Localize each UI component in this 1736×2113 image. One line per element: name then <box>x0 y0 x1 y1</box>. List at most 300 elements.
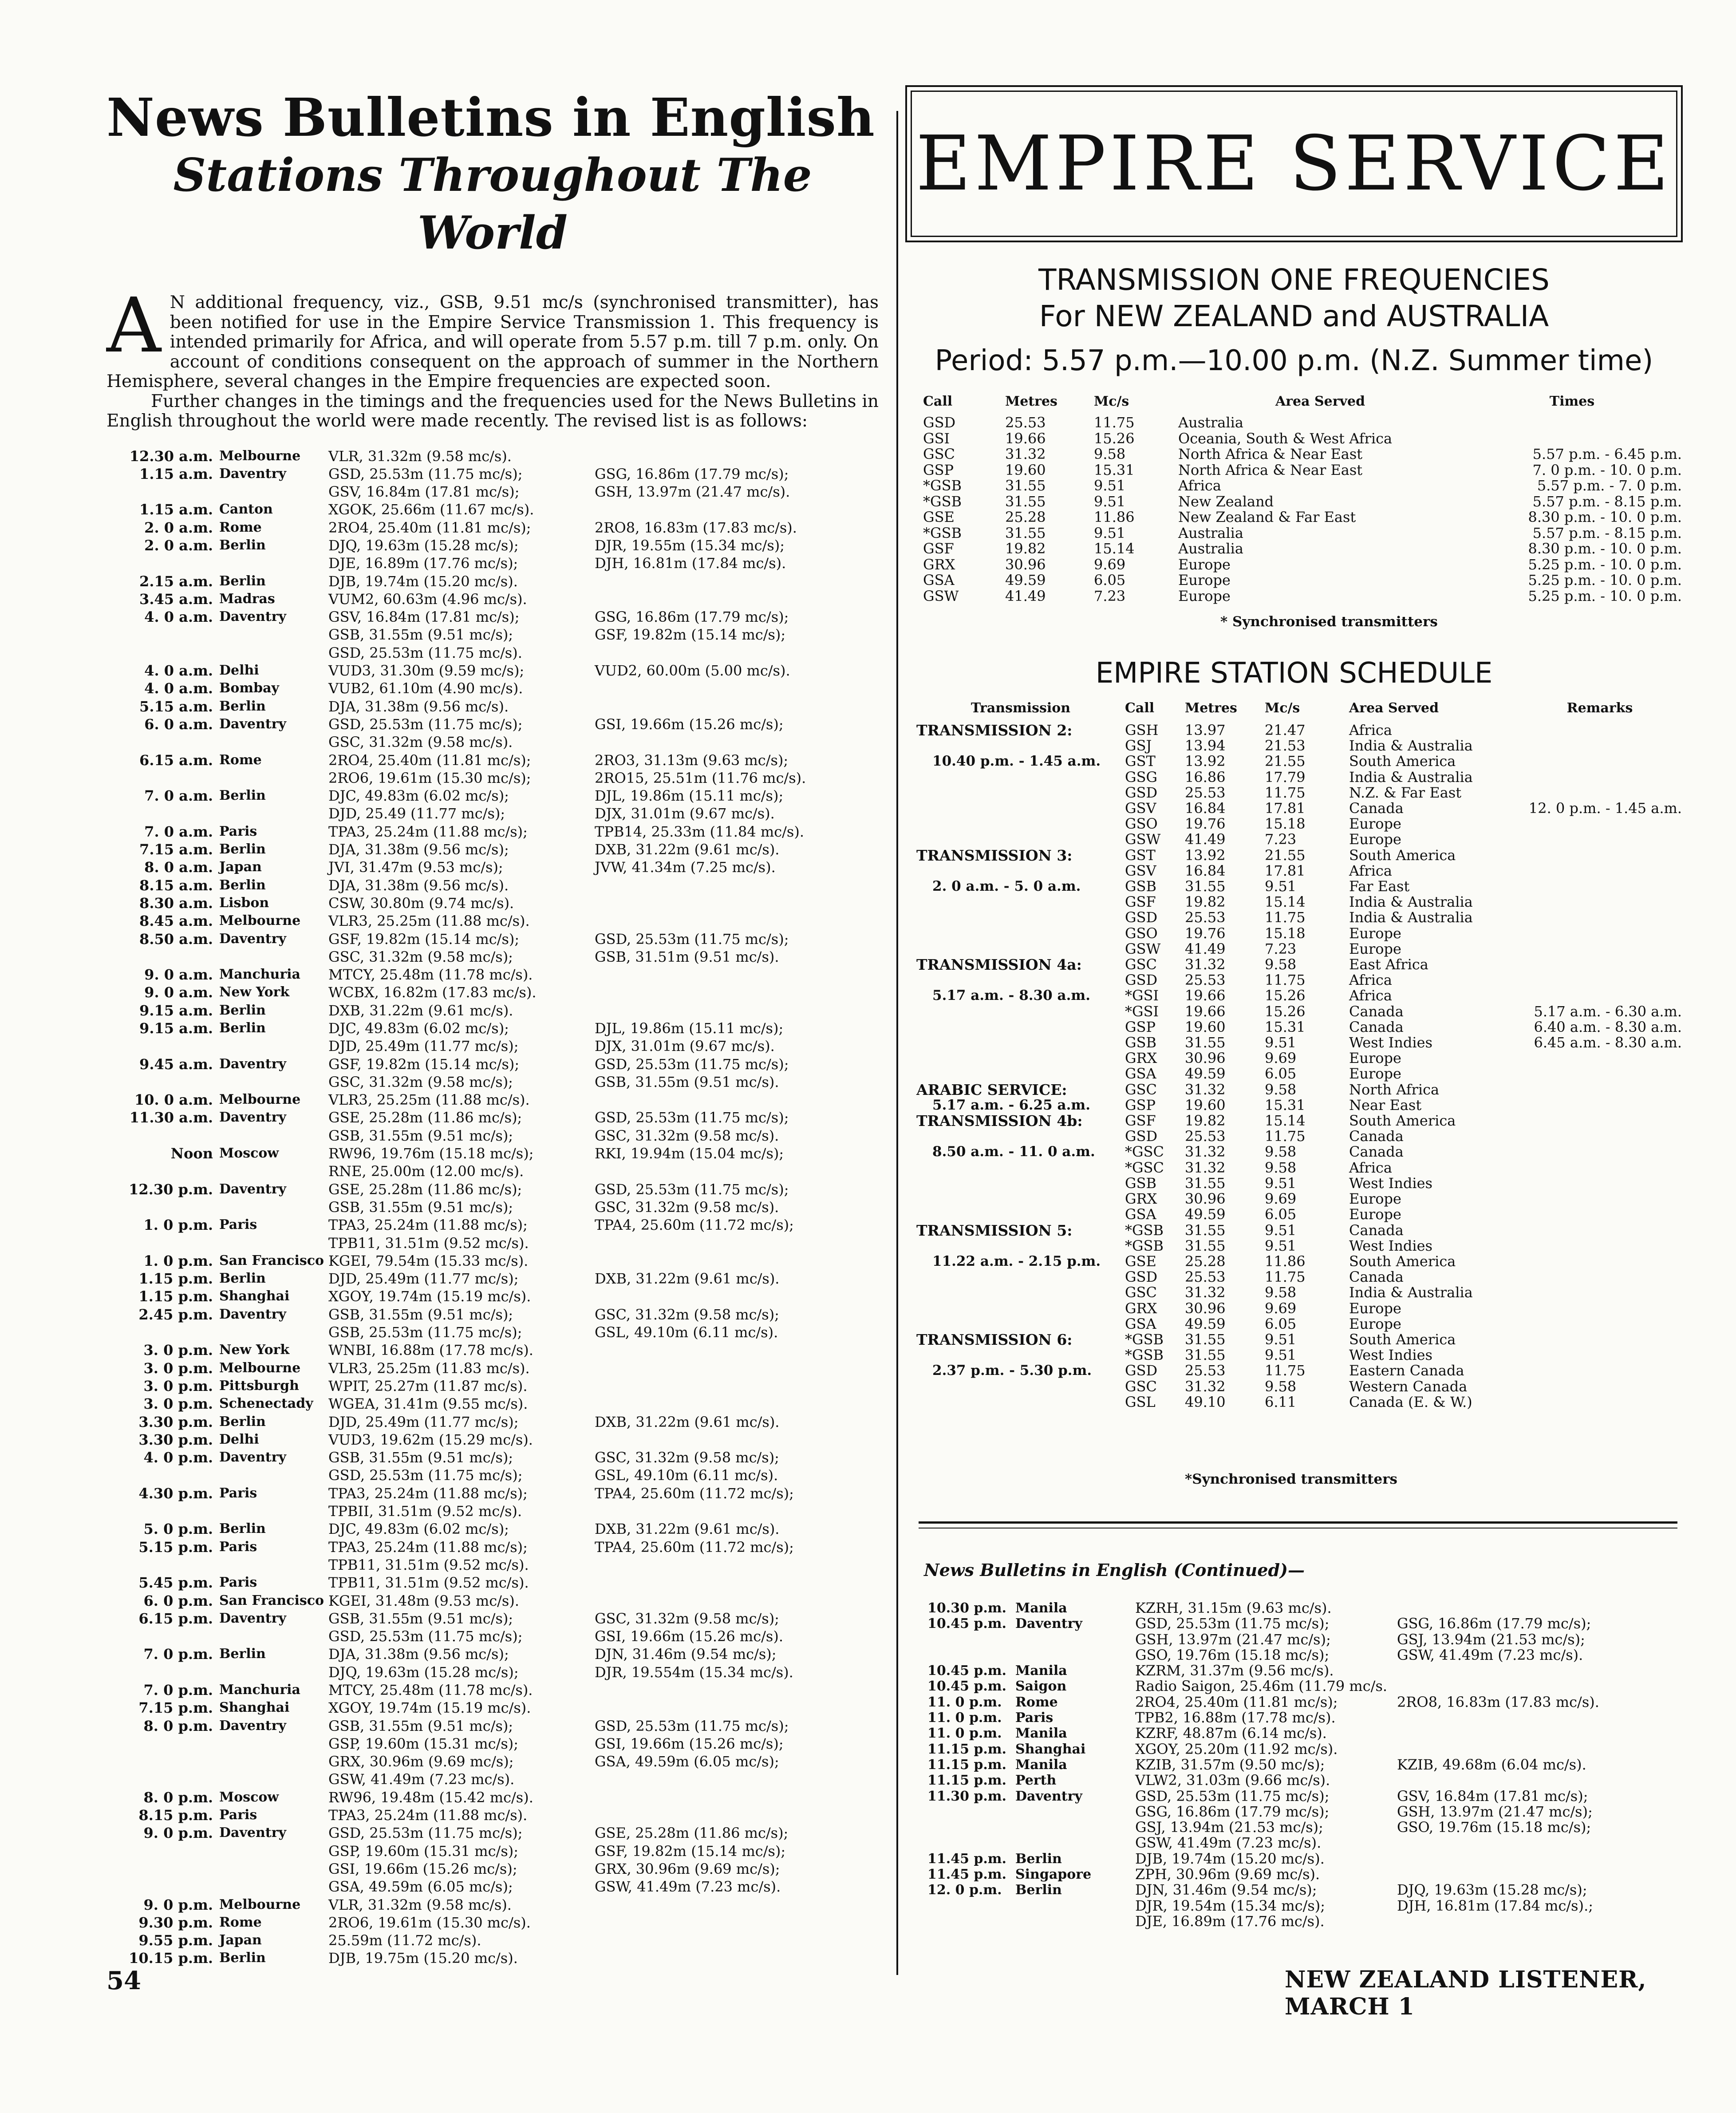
call-sign: GSB <box>1125 1174 1156 1192</box>
bulletin-frequency-1: GSC, 31.32m (9.58 mc/s); <box>328 948 513 965</box>
metres: 25.53 <box>1005 414 1046 431</box>
bulletin-time: 1.15 p.m. <box>138 1270 213 1288</box>
bulletin-frequency-1: DJD, 25.49 (11.77 mc/s); <box>328 805 505 822</box>
metres: 19.66 <box>1005 430 1046 447</box>
metres: 31.32 <box>1185 1081 1226 1098</box>
bulletin-time <box>107 1842 219 1860</box>
section-rule-thick <box>919 1521 1677 1524</box>
table-row <box>916 1238 1682 1254</box>
table-row <box>107 1753 806 1770</box>
bulletin-frequency-2 <box>595 1699 806 1717</box>
table-row <box>923 509 1682 525</box>
bulletin-frequency-2: DJL, 19.86m (15.11 mc/s); <box>595 1020 784 1037</box>
bulletin-city: Berlin <box>219 877 266 893</box>
table-row <box>916 1223 1682 1238</box>
call-sign: *GSI <box>1125 987 1159 1004</box>
bulletin-city: Perth <box>1015 1773 1057 1789</box>
bulletin-frequency-2 <box>595 733 806 751</box>
bulletin-city: Melbourne <box>219 448 301 464</box>
bulletin-frequency-2 <box>1397 1679 1682 1694</box>
bulletin-frequency-1: GSD, 25.53m (11.75 mc/s); <box>1135 1787 1330 1805</box>
bulletin-frequency-1: VLR3, 25.25m (11.88 mc/s). <box>328 1091 530 1109</box>
mcs: 15.26 <box>1265 987 1306 1004</box>
transmission <box>916 1269 1125 1285</box>
bulletin-time: 12.30 p.m. <box>129 1181 213 1198</box>
call-sign: GSC <box>1125 1378 1157 1395</box>
call-sign: GSO <box>1125 815 1158 833</box>
bulletin-time <box>927 1647 1006 1663</box>
bulletin-city: Berlin <box>219 1950 266 1966</box>
mcs: 9.58 <box>1265 956 1297 973</box>
table-row <box>916 738 1682 754</box>
bulletin-city: Paris <box>219 823 257 839</box>
table-row <box>923 557 1682 573</box>
area-served: Canada <box>1349 1221 1404 1239</box>
transmission <box>916 1019 1125 1035</box>
table-row <box>916 863 1682 879</box>
table-row <box>927 1914 1682 1929</box>
bulletin-time: 2. 0 a.m. <box>144 537 213 554</box>
tx1-heading-line2: For NEW ZEALAND and AUSTRALIA <box>1039 299 1549 333</box>
remarks <box>1518 863 1682 879</box>
table-row <box>927 1679 1682 1694</box>
bulletin-time <box>927 1898 1006 1914</box>
bulletin-frequency-1: DJD, 25.49m (11.77 mc/s); <box>328 1270 519 1288</box>
bulletin-frequency-2: DXB, 31.22m (9.61 mc/s). <box>595 841 780 858</box>
bulletin-frequency-2 <box>595 1931 806 1949</box>
table-row <box>107 966 806 983</box>
bulletin-frequency-1: TPBII, 31.51m (9.52 mc/s). <box>328 1503 522 1520</box>
transmission: TRANSMISSION 5: <box>916 1221 1073 1239</box>
bulletin-city: Paris <box>219 1485 257 1501</box>
call-sign: GSI <box>923 430 950 447</box>
remarks <box>1518 1082 1682 1098</box>
area-served: Near East <box>1349 1096 1422 1114</box>
bulletin-frequency-1: RW96, 19.76m (15.18 mc/s); <box>328 1145 534 1162</box>
call-sign: GSE <box>923 509 955 525</box>
table-row <box>916 770 1682 785</box>
transmission <box>916 910 1125 925</box>
mcs: 15.18 <box>1265 815 1306 833</box>
area-served: Canada <box>1349 1003 1404 1020</box>
area-served: South America <box>1349 1331 1456 1348</box>
mcs: 15.14 <box>1265 1112 1306 1130</box>
transmission <box>916 1176 1125 1191</box>
column-divider <box>896 111 898 1975</box>
header-transmission: Transmission <box>971 700 1071 716</box>
bulletin-frequency-2: TPA4, 25.60m (11.72 mc/s); <box>595 1538 794 1556</box>
table-row <box>107 679 806 697</box>
mcs: 9.58 <box>1265 1378 1297 1395</box>
table-row <box>927 1694 1682 1710</box>
area-served: Europe <box>1178 556 1231 573</box>
table-row <box>916 1176 1682 1191</box>
bulletin-frequency-2 <box>1397 1710 1682 1726</box>
bulletin-frequency-1: DJB, 19.74m (15.20 mc/s). <box>328 573 518 590</box>
metres: 31.32 <box>1005 446 1046 462</box>
bulletin-city <box>219 626 324 644</box>
bulletin-frequency-2: GSC, 31.32m (9.58 mc/s); <box>595 1610 779 1627</box>
bulletin-city: Shanghai <box>219 1288 290 1304</box>
bulletin-time: 11.15 p.m. <box>927 1741 1006 1757</box>
table-row <box>916 801 1682 816</box>
bulletin-city: San Francisco <box>219 1252 324 1268</box>
bulletin-city: Lisbon <box>219 895 269 911</box>
table-row <box>107 1717 806 1735</box>
bulletin-frequency-1: GSD, 25.53m (11.75 mc/s); <box>328 1825 523 1842</box>
remarks <box>1518 754 1682 769</box>
table-row <box>916 1051 1682 1066</box>
bulletin-time <box>107 554 219 572</box>
bulletin-frequency-1: Radio Saigon, 25.46m (11.79 mc/s. <box>1135 1678 1388 1695</box>
bulletin-frequency-1: DJD, 25.49m (11.77 mc/s); <box>328 1038 519 1055</box>
table-row <box>916 1113 1682 1129</box>
bulletin-time <box>927 1804 1006 1820</box>
bulletin-frequency-2 <box>595 1252 806 1270</box>
bulletin-frequency-1: KZIB, 31.57m (9.50 mc/s); <box>1135 1756 1325 1773</box>
call-sign: GSD <box>1125 1128 1158 1145</box>
table-row <box>107 1896 806 1914</box>
metres: 25.28 <box>1185 1252 1226 1270</box>
bulletin-frequency-1: 2RO4, 25.40m (11.81 mc/s); <box>328 519 531 536</box>
area-served: South America <box>1349 1252 1456 1270</box>
bulletin-frequency-2: GSG, 16.86m (17.79 mc/s); <box>595 465 789 482</box>
table-row <box>927 1663 1682 1679</box>
bulletin-city: Daventry <box>219 1449 286 1465</box>
metres: 25.53 <box>1185 784 1226 801</box>
bulletin-frequency-1: RNE, 25.00m (12.00 mc/s). <box>328 1163 524 1180</box>
bulletin-frequency-1: XGOY, 19.74m (15.19 mc/s). <box>328 1699 531 1717</box>
call-sign: GSA <box>923 572 955 588</box>
mcs: 15.31 <box>1265 1096 1306 1114</box>
header-remarks: Remarks <box>1566 700 1633 716</box>
bulletin-frequency-2 <box>595 573 806 590</box>
bulletin-frequency-2 <box>595 698 806 715</box>
area-served: Far East <box>1349 878 1410 895</box>
table-row <box>916 1191 1682 1207</box>
mcs: 9.51 <box>1265 1347 1297 1364</box>
bulletin-frequency-1: GSI, 19.66m (15.26 mc/s); <box>328 1860 517 1877</box>
bulletin-frequency-1: CSW, 30.80m (9.74 mc/s). <box>328 894 514 912</box>
bulletin-frequency-2 <box>1397 1742 1682 1757</box>
call-sign: GSD <box>1125 972 1158 989</box>
bulletin-frequency-2: JVW, 41.34m (7.25 mc/s). <box>595 859 776 876</box>
table-row <box>107 805 806 822</box>
table-row <box>927 1867 1682 1882</box>
bulletin-frequency-2: GSD, 25.53m (11.75 mc/s); <box>595 1717 789 1734</box>
table-row <box>107 1073 806 1091</box>
bulletin-time <box>107 733 219 751</box>
bulletin-frequency-2 <box>595 501 806 518</box>
table-row <box>107 1145 806 1162</box>
table-row <box>916 723 1682 738</box>
times: 5.57 p.m. - 8.15 p.m. <box>1532 493 1682 510</box>
bulletin-time: Noon <box>170 1145 213 1162</box>
bulletin-time <box>107 1735 219 1753</box>
table-row <box>107 1198 806 1216</box>
bulletin-city: Moscow <box>219 1789 279 1805</box>
mcs: 11.75 <box>1265 972 1306 989</box>
transmission <box>916 1285 1125 1300</box>
bulletin-frequency-2 <box>1397 1600 1682 1616</box>
area-served: Europe <box>1349 1050 1401 1067</box>
bulletin-frequency-2 <box>1397 1773 1682 1788</box>
tx1-frequency-table <box>923 388 1682 604</box>
bulletin-city <box>1006 1914 1135 1929</box>
transmission <box>916 1207 1125 1222</box>
table-row <box>923 541 1682 557</box>
metres: 31.55 <box>1185 1034 1226 1051</box>
times: 5.57 p.m. - 6.45 p.m. <box>1532 446 1682 462</box>
table-row <box>923 415 1682 431</box>
bulletin-city <box>219 1770 324 1788</box>
area-served: Europe <box>1178 572 1231 588</box>
transmission <box>916 1238 1125 1254</box>
table-row <box>916 1144 1682 1160</box>
bulletin-time: 2.45 p.m. <box>138 1306 213 1323</box>
bulletin-frequency-1: GSH, 13.97m (21.47 mc/s); <box>1135 1631 1331 1648</box>
call-sign: GSV <box>1125 862 1156 879</box>
bulletin-frequency-1: GSO, 19.76m (15.18 mc/s); <box>1135 1646 1330 1663</box>
bulletin-time: 7.15 p.m. <box>138 1699 213 1717</box>
bulletin-frequency-2 <box>595 1574 806 1592</box>
bulletin-time <box>107 644 219 662</box>
mcs: 21.53 <box>1265 737 1306 754</box>
table-row <box>916 1269 1682 1285</box>
table-row <box>923 446 1682 462</box>
schedule-header-row <box>916 700 1682 723</box>
table-row <box>107 1252 806 1270</box>
bulletin-frequency-2: GSI, 19.66m (15.26 mc/s); <box>595 715 784 733</box>
table-row <box>107 447 806 465</box>
metres: 41.49 <box>1005 587 1046 604</box>
bulletin-frequency-2: DJN, 31.46m (9.54 mc/s); <box>595 1646 777 1663</box>
bulletin-frequency-1: VUD3, 31.30m (9.59 mc/s); <box>328 662 525 679</box>
table-row <box>107 787 806 805</box>
area-served: Africa <box>1178 477 1221 494</box>
area-served: Europe <box>1349 1065 1401 1082</box>
bulletin-frequency-2 <box>595 1288 806 1305</box>
transmission <box>916 1129 1125 1144</box>
table-row <box>107 1306 806 1323</box>
bulletin-frequency-1: DJC, 49.83m (6.02 mc/s); <box>328 1020 509 1037</box>
bulletin-time: 7. 0 p.m. <box>143 1646 213 1663</box>
mcs: 11.86 <box>1265 1252 1306 1270</box>
subheadline: Stations Throughout The World <box>173 149 812 260</box>
area-served: Eastern Canada <box>1349 1362 1464 1379</box>
bulletin-city: Berlin <box>219 573 266 589</box>
bulletin-city: Saigon <box>1015 1679 1067 1694</box>
bulletin-city: Shanghai <box>1015 1741 1086 1757</box>
bulletin-time: 8.15 a.m. <box>139 877 213 894</box>
area-served: Europe <box>1349 924 1401 942</box>
bulletin-frequency-1: GRX, 30.96m (9.69 mc/s); <box>328 1753 514 1770</box>
bulletin-city: Berlin <box>219 1002 266 1018</box>
bulletin-city <box>219 1466 324 1484</box>
transmission <box>916 1316 1125 1332</box>
bulletin-frequency-1: GSD, 25.53m (11.75 mc/s); <box>328 1628 523 1645</box>
bulletin-frequency-1: GSB, 25.53m (11.75 mc/s); <box>328 1324 522 1341</box>
table-row <box>107 1485 806 1502</box>
metres: 30.96 <box>1005 556 1046 573</box>
transmission: 8.50 a.m. - 11. 0 a.m. <box>932 1144 1095 1160</box>
table-row <box>923 478 1682 494</box>
bulletin-time: 3. 0 p.m. <box>143 1359 213 1377</box>
bulletin-city: Paris <box>219 1807 257 1823</box>
bulletin-city: Rome <box>219 752 262 768</box>
bulletin-city: Schenectady <box>219 1396 313 1412</box>
bulletin-frequency-2: 2RO3, 31.13m (9.63 mc/s); <box>595 751 789 769</box>
remarks <box>1518 1160 1682 1176</box>
mcs: 9.51 <box>1265 1237 1297 1254</box>
bulletin-city <box>219 733 324 751</box>
call-sign: GSE <box>1125 1252 1156 1270</box>
bulletin-time <box>107 769 219 787</box>
call-sign: GSD <box>923 414 956 431</box>
metres: 31.32 <box>1185 956 1226 973</box>
bulletin-time: 1. 0 p.m. <box>143 1252 213 1269</box>
bulletin-frequency-1: TPA3, 25.24m (11.88 mc/s); <box>328 1216 528 1234</box>
remarks <box>1518 785 1682 801</box>
bulletin-time: 3.30 p.m. <box>138 1413 213 1430</box>
bulletin-frequency-2 <box>1397 1851 1682 1867</box>
transmission: 11.22 a.m. - 2.15 p.m. <box>932 1253 1101 1269</box>
bulletin-time: 8.45 a.m. <box>139 912 213 930</box>
bulletin-frequency-2 <box>595 1502 806 1520</box>
bulletin-city <box>1006 1647 1135 1663</box>
metres: 30.96 <box>1185 1190 1226 1208</box>
page-footer: NEW ZEALAND LISTENER, MARCH 1 <box>1285 1966 1647 2020</box>
table-row <box>107 1449 806 1466</box>
metres: 19.66 <box>1185 987 1226 1004</box>
metres: 19.76 <box>1185 924 1226 942</box>
area-served: West Indies <box>1349 1237 1432 1254</box>
call-sign: GSD <box>1125 1268 1158 1286</box>
bulletin-frequency-1: XGOY, 25.20m (11.92 mc/s). <box>1135 1740 1338 1758</box>
bulletin-city <box>219 1663 324 1681</box>
bulletin-frequency-2: GSW, 41.49m (7.23 mc/s). <box>1397 1646 1583 1663</box>
bulletin-time: 4.30 p.m. <box>138 1485 213 1502</box>
remarks: 12. 0 p.m. - 1.45 a.m. <box>1528 800 1682 817</box>
area-served: West Indies <box>1349 1034 1432 1051</box>
bulletin-city: Paris <box>219 1575 257 1591</box>
bulletin-frequency-2 <box>595 1556 806 1574</box>
bulletin-frequency-1: 2RO6, 19.61m (15.30 mc/s). <box>328 1914 531 1931</box>
table-row <box>107 841 806 858</box>
call-sign: *GSB <box>1125 1331 1164 1348</box>
remarks <box>1518 832 1682 847</box>
area-served: India & Australia <box>1349 909 1473 926</box>
bulletin-time: 11.30 a.m. <box>129 1109 213 1126</box>
bulletin-city: Paris <box>1015 1710 1053 1726</box>
times <box>1462 431 1682 447</box>
table-row <box>916 1129 1682 1144</box>
area-served: Canada <box>1349 1018 1404 1035</box>
table-row <box>916 1035 1682 1051</box>
call-sign: GSC <box>1125 1284 1157 1301</box>
mcs: 15.14 <box>1265 893 1306 911</box>
call-sign: *GSB <box>1125 1221 1164 1239</box>
remarks <box>1518 957 1682 972</box>
remarks: 5.17 a.m. - 6.30 a.m. <box>1534 1003 1682 1020</box>
table-row <box>916 785 1682 801</box>
bulletin-frequency-1: DJA, 31.38m (9.56 mc/s). <box>328 877 509 894</box>
table-row <box>107 537 806 554</box>
table-row <box>923 573 1682 588</box>
bulletin-frequency-1: GSG, 16.86m (17.79 mc/s); <box>1135 1803 1330 1820</box>
continued-schedule-table <box>927 1600 1682 1929</box>
remarks <box>1518 988 1682 1003</box>
bulletin-time: 1.15 a.m. <box>139 465 213 482</box>
transmission: TRANSMISSION 4b: <box>916 1112 1083 1130</box>
table-row <box>927 1616 1682 1631</box>
bulletin-city: Daventry <box>1015 1616 1082 1632</box>
metres: 13.92 <box>1185 846 1226 864</box>
bulletin-frequency-2 <box>595 447 806 465</box>
metres: 13.94 <box>1185 737 1226 754</box>
tx1-heading-line1: TRANSMISSION ONE FREQUENCIES <box>1038 263 1550 297</box>
bulletin-time: 10.15 p.m. <box>129 1950 213 1967</box>
table-row <box>916 1019 1682 1035</box>
table-row <box>916 1066 1682 1082</box>
table-row <box>916 910 1682 925</box>
bulletin-city: Daventry <box>219 931 286 947</box>
table-row <box>927 1789 1682 1804</box>
bulletin-frequency-1: DJQ, 19.63m (15.28 mc/s); <box>328 1663 519 1681</box>
mcs: 7.23 <box>1094 587 1126 604</box>
bulletin-city: Melbourne <box>219 1896 301 1912</box>
bulletin-frequency-2 <box>595 1789 806 1806</box>
mcs: 15.14 <box>1094 540 1135 557</box>
mcs: 6.05 <box>1265 1315 1297 1332</box>
area-served: South America <box>1349 753 1456 770</box>
table-row <box>107 698 806 715</box>
metres: 31.55 <box>1185 1347 1226 1364</box>
table-row <box>107 1270 806 1288</box>
remarks <box>1518 1113 1682 1129</box>
bulletin-frequency-2: GSJ, 13.94m (21.53 mc/s); <box>1397 1631 1585 1648</box>
metres: 19.66 <box>1185 1003 1226 1020</box>
bulletin-frequency-2 <box>595 1091 806 1109</box>
mcs: 9.51 <box>1265 1174 1297 1192</box>
bulletin-time: 11.45 p.m. <box>927 1867 1006 1883</box>
table-row <box>916 816 1682 832</box>
bulletin-city: Berlin <box>219 1020 266 1036</box>
mcs: 11.75 <box>1265 1128 1306 1145</box>
transmission: 10.40 p.m. - 1.45 a.m. <box>932 753 1101 770</box>
metres: 30.96 <box>1185 1050 1226 1067</box>
area-served: Africa <box>1349 722 1392 739</box>
bulletin-frequency-1: DJB, 19.74m (15.20 mc/s). <box>1135 1850 1325 1867</box>
bulletin-time: 5. 0 p.m. <box>143 1521 213 1538</box>
table-row <box>927 1835 1682 1851</box>
schedule-note: *Synchronised transmitters <box>1185 1471 1397 1487</box>
metres: 49.59 <box>1185 1206 1226 1223</box>
bulletin-time: 9. 0 p.m. <box>143 1896 213 1913</box>
bulletin-city: Paris <box>219 1217 257 1233</box>
bulletin-frequency-1: TPB11, 31.51m (9.52 mc/s). <box>328 1234 529 1252</box>
bulletin-time: 1. 0 p.m. <box>143 1216 213 1234</box>
mcs: 9.58 <box>1265 1081 1297 1098</box>
call-sign: GSL <box>1125 1393 1156 1410</box>
bulletin-city <box>219 1198 324 1216</box>
empire-service-inner-frame <box>911 91 1677 237</box>
mcs: 21.47 <box>1265 722 1306 739</box>
bulletin-time: 9. 0 p.m. <box>143 1825 213 1842</box>
bulletin-frequency-2 <box>595 1341 806 1359</box>
remarks <box>1518 1269 1682 1285</box>
bulletin-city <box>219 554 324 572</box>
